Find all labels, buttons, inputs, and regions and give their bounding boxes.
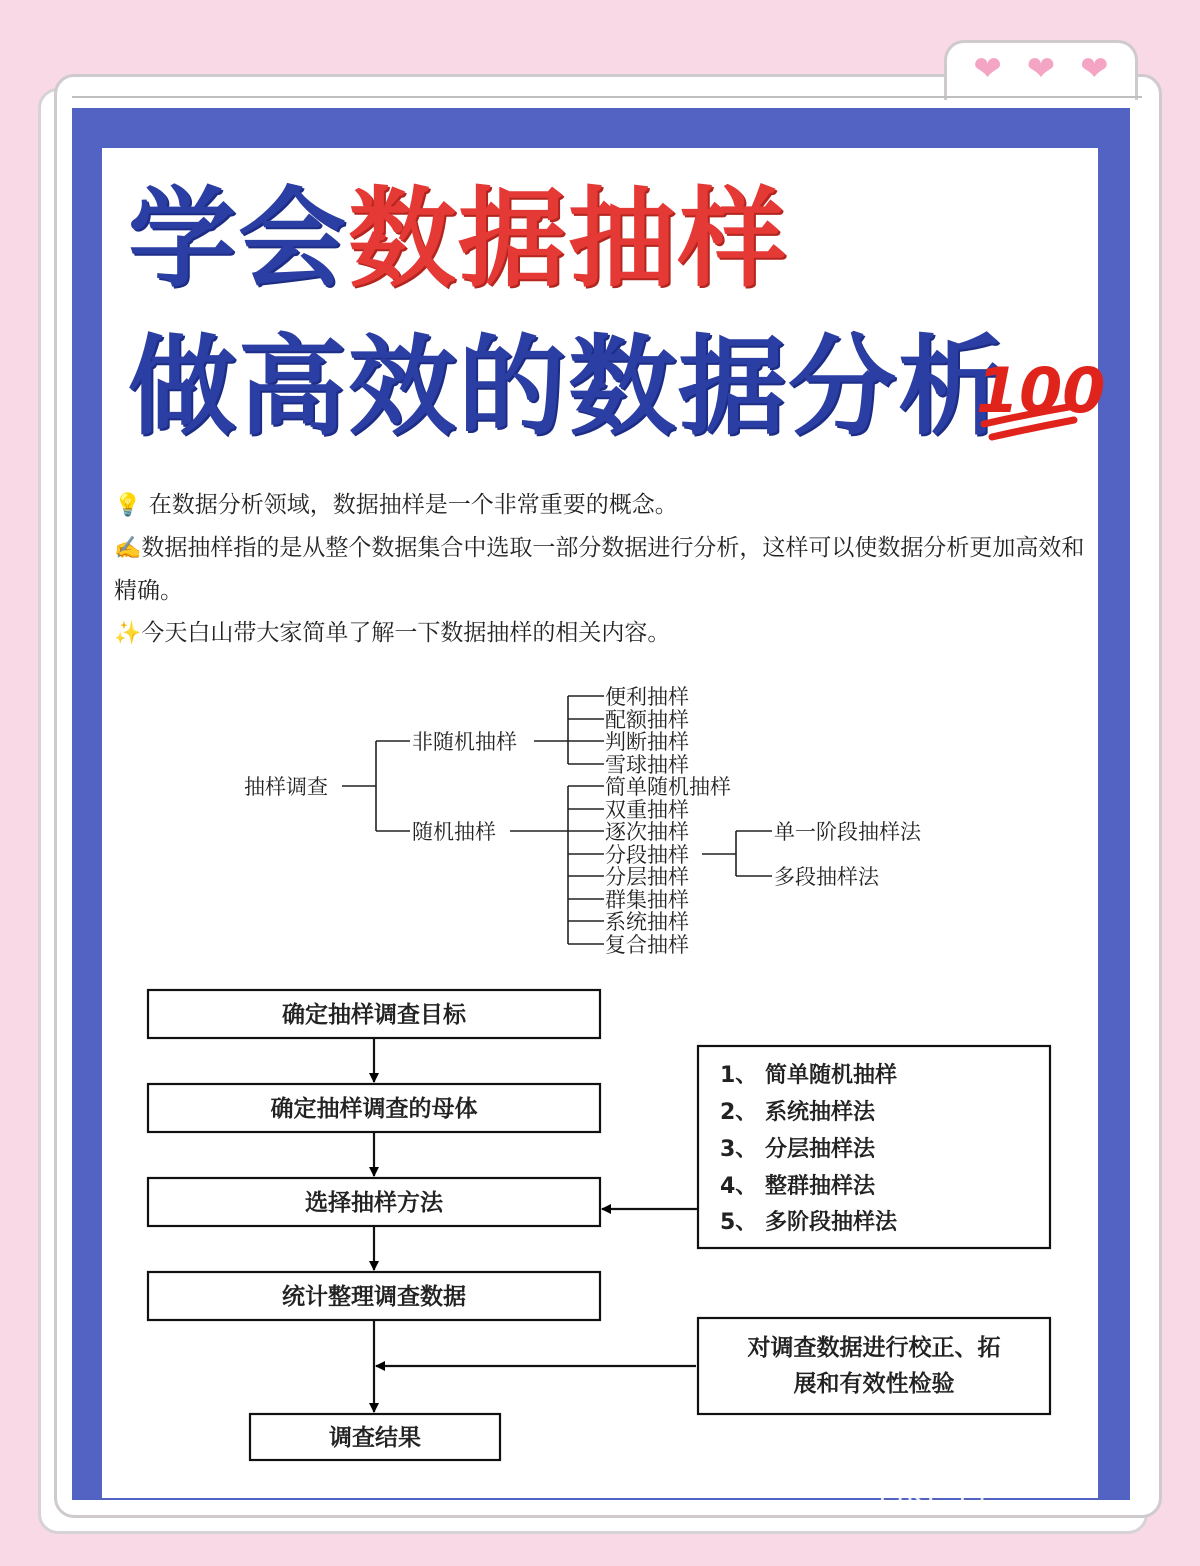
sampling-diagram [102,660,1098,1490]
note-box [698,1318,1050,1414]
tree-root: 抽样调查 [244,775,328,799]
tree-leaf: 逐次抽样 [605,820,689,844]
note-line-2: 展和有效性检验 [793,1371,955,1397]
note-line-1: 对调查数据进行校正、拓 [747,1335,1001,1361]
method-item: 4、 整群抽样法 [720,1174,875,1199]
heart-icon: ❤ [973,48,1002,89]
flow-step-1: 确定抽样调查目标 [282,1002,466,1028]
tree-leaf: 便利抽样 [605,685,689,709]
tree-leaf: 简单随机抽样 [605,775,731,799]
flow-step-5: 调查结果 [329,1425,421,1451]
sampling-flowchart [148,990,1050,1460]
title-line-2: 做高效的数据分析 [128,325,1009,450]
heart-icon: ❤ [1080,48,1109,89]
intro-line-3 [114,612,1086,655]
intro-text-1: 在数据分析领域，数据抽样是一个非常重要的概念。 [148,492,678,518]
title-prefix: 学会 [128,177,349,302]
flow-step-2: 确定抽样调查的母体 [270,1096,478,1122]
tree-leaf: 复合抽样 [605,933,689,957]
tree-leaf: 系统抽样 [605,910,689,934]
method-item: 1、 简单随机抽样 [720,1063,897,1088]
tree-segment-leaf: 多段抽样法 [774,865,879,889]
intro-text [114,484,1086,655]
writing-hand-icon: ✍️ [114,536,142,561]
tree-leaf: 分段抽样 [605,843,689,867]
intro-text-3: 今天白山带大家简单了解一下数据抽样的相关内容。 [141,620,671,646]
tree-leaf: 分层抽样 [605,865,689,889]
intro-line-1 [114,484,1086,527]
method-item: 5、 多阶段抽样法 [720,1210,897,1235]
tree-leaf: 配额抽样 [605,708,689,732]
flow-step-3: 选择抽样方法 [305,1190,443,1216]
hearts-tab [944,40,1138,100]
sampling-tree [244,685,922,957]
sparkles-icon: ✨ [114,621,142,646]
flow-step-4: 统计整理调查数据 [282,1284,466,1310]
tree-segment-leaf: 单一阶段抽样法 [774,820,921,844]
method-item: 2、 系统抽样法 [720,1100,875,1125]
intro-text-2: 数据抽样指的是从整个数据集合中选取一部分数据进行分析，这样可以使数据分析更加高效和精确。 [114,535,1085,604]
intro-line-2 [114,527,1086,612]
tree-nonrandom: 非随机抽样 [412,730,517,754]
title-line-1 [128,177,789,302]
method-item: 3、 分层抽样法 [720,1137,875,1162]
tree-leaf: 双重抽样 [605,798,689,822]
tree-leaf: 雪球抽样 [605,753,689,777]
tree-leaf: 判断抽样 [605,730,689,754]
top-divider [72,96,1142,98]
watermark: LIKE-Er [878,1478,992,1513]
title-highlight: 数据抽样 [348,177,789,302]
tree-random: 随机抽样 [412,820,496,844]
lightbulb-icon: 💡 [114,493,142,518]
hundred-points-icon [970,346,1106,442]
tree-leaf: 群集抽样 [605,888,689,912]
hundred-points-text: 100 [976,354,1106,427]
heart-icon: ❤ [1026,48,1056,89]
